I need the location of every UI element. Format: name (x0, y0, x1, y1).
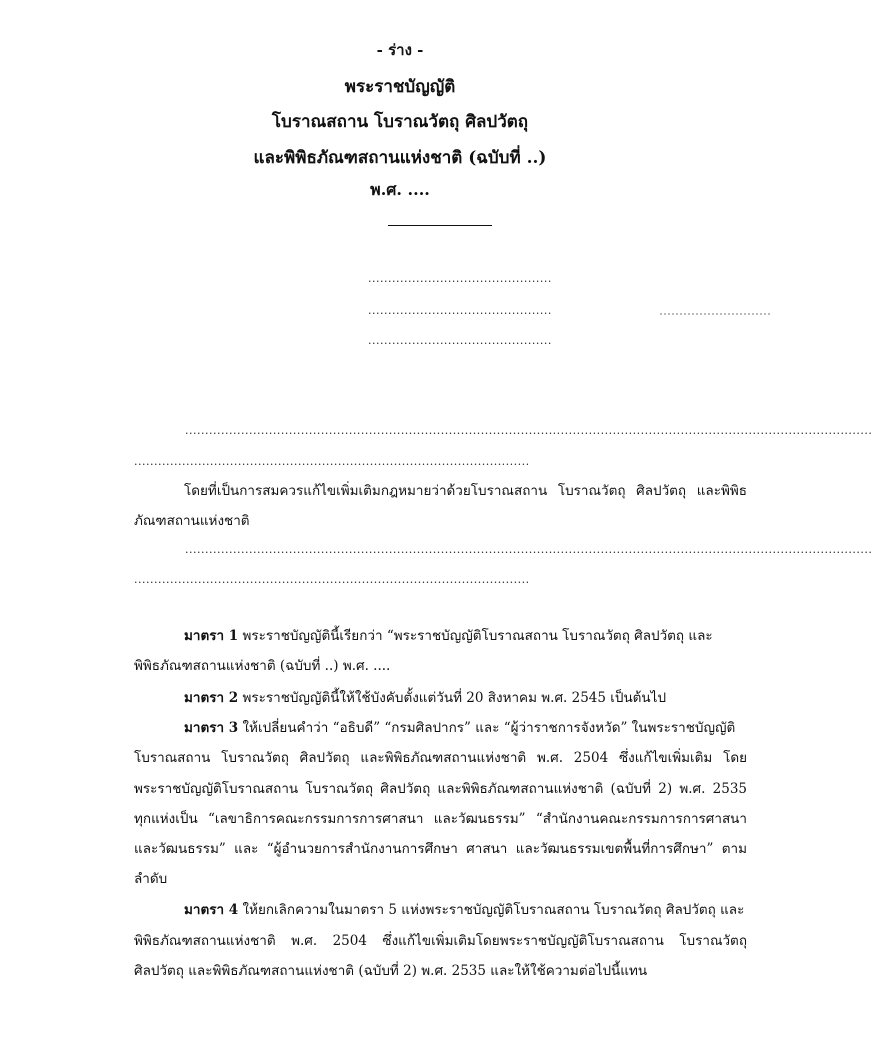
document-title-line-3: และพิพิธภัณฑสถานแห่งชาติ (ฉบับที่ ..) (253, 148, 547, 168)
section-3-label: มาตรา 3 (184, 720, 239, 736)
section-2-line (184, 689, 704, 707)
section-3-line (184, 719, 747, 737)
placeholder-dots: ............................................................................................................................................................................ (185, 424, 872, 437)
section-4-line: พิพิธภัณฑสถานแห่งชาติ พ.ศ. 2504 ซึ่งแก้ไขเพิ่มเติมโดยพระราชบัญญัติโบราณสถาน โบราณวัตถุ (134, 933, 747, 949)
placeholder-dots: .............................................. (368, 304, 552, 317)
section-4-label: มาตรา 4 (184, 902, 239, 918)
section-1-text: พระราชบัญญัตินี้เรียกว่า “พระราชบัญญัติโบราณสถาน โบราณวัตถุ ศิลปวัตถุ และ (242, 628, 713, 644)
section-3-line: โบราณสถาน โบราณวัตถุ ศิลปวัตถุ และพิพิธภัณฑสถานแห่งชาติ พ.ศ. 2504 ซึ่งแก้ไขเพิ่มเติม โดย (134, 750, 747, 766)
placeholder-dots: ................................................................................................... (134, 455, 530, 468)
section-3-line: ลำดับ (134, 871, 168, 887)
section-2-label: มาตรา 2 (184, 690, 239, 706)
document-year: พ.ศ. .... (370, 180, 430, 199)
section-1-line (184, 627, 747, 645)
preamble-line: ภัณฑสถานแห่งชาติ (134, 513, 250, 529)
preamble-line: โดยที่เป็นการสมควรแก้ไขเพิ่มเติมกฎหมายว่าด้วยโบราณสถาน โบราณวัตถุ ศิลปวัตถุ และพิพิธ (184, 483, 747, 499)
section-3-line: และวัฒนธรรม” และ “ผู้อำนวยการสำนักงานการศึกษา ศาสนา และวัฒนธรรมเขตพื้นที่การศึกษา” ตาม (134, 841, 747, 857)
section-4-line (184, 901, 747, 919)
section-1-line: พิพิธภัณฑสถานแห่งชาติ (ฉบับที่ ..) พ.ศ. .... (134, 658, 391, 674)
section-2-text: พระราชบัญญัตินี้ให้ใช้บังคับตั้งแต่วันที่ 20 สิงหาคม พ.ศ. 2545 เป็นต้นไป (242, 690, 667, 706)
section-3-line: ทุกแห่งเป็น “เลขาธิการคณะกรรมการการศาสนา และวัฒนธรรม” “สำนักงานคณะกรรมการการศาสนา (134, 811, 747, 827)
section-4-text: ให้ยกเลิกความในมาตรา 5 แห่งพระราชบัญญัติโบราณสถาน โบราณวัตถุ ศิลปวัตถุ และ (242, 902, 745, 918)
section-4-line: ศิลปวัตถุ และพิพิธภัณฑสถานแห่งชาติ (ฉบับที่ 2) พ.ศ. 2535 และให้ใช้ความต่อไปนี้แทน (134, 963, 648, 979)
placeholder-dots: .............................................. (368, 272, 552, 285)
scan-artifact (660, 313, 770, 315)
section-3-text: ให้เปลี่ยนคำว่า “อธิบดี” “กรมศิลปากร” และ “ผู้ว่าราชการจังหวัด” ในพระราชบัญญัติ (242, 720, 736, 736)
title-underline (388, 225, 492, 226)
draft-label: - ร่าง - (376, 41, 424, 59)
section-3-line: พระราชบัญญัติโบราณสถาน โบราณวัตถุ ศิลปวัตถุ และพิพิธภัณฑสถานแห่งชาติ (ฉบับที่ 2) พ.ศ. 2535 (134, 781, 747, 797)
placeholder-dots: ............................................................................................................................................................................ (185, 543, 872, 556)
placeholder-dots: .............................................. (368, 334, 552, 347)
section-1-label: มาตรา 1 (184, 628, 239, 644)
document-title: พระราชบัญญัติ (344, 77, 456, 97)
placeholder-dots: ................................................................................................... (134, 573, 530, 586)
document-title-line-2: โบราณสถาน โบราณวัตถุ ศิลปวัตถุ (271, 112, 529, 132)
